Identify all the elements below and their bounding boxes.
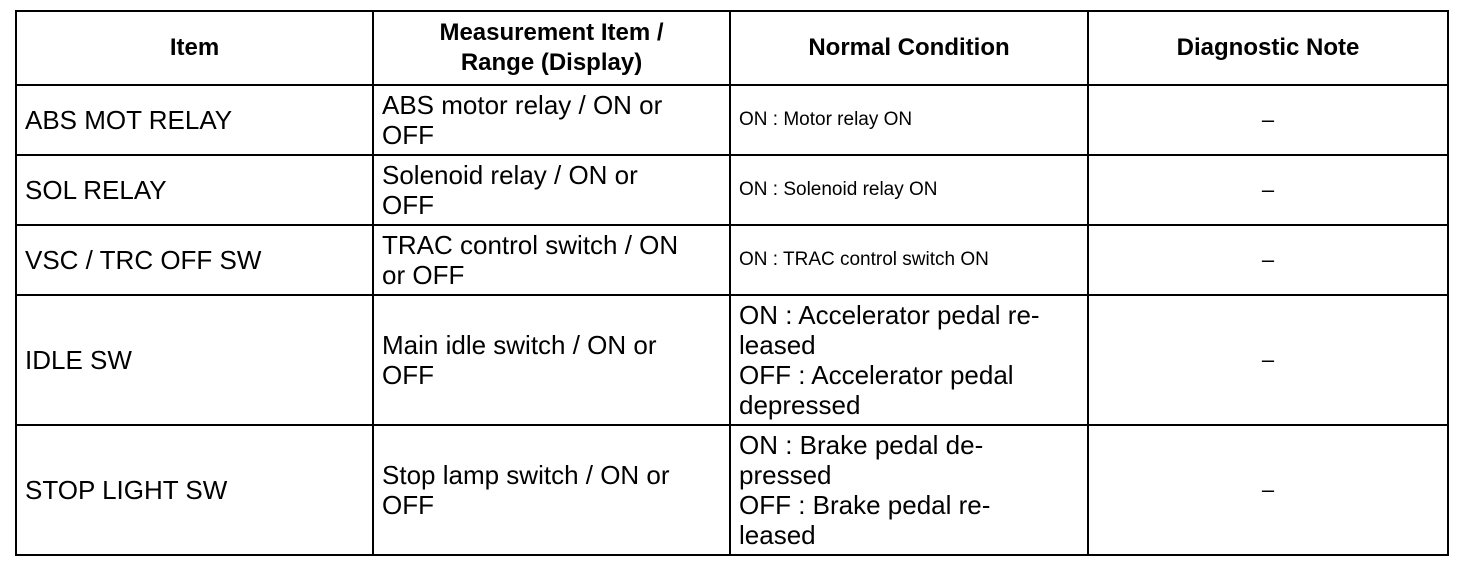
header-measurement-line1: Measurement Item / (439, 19, 664, 46)
measurement-cell: Solenoid relay / ON or OFF (373, 155, 730, 225)
header-measurement-line2: Range (Display) (460, 49, 643, 76)
item-cell: ABS MOT RELAY (16, 85, 373, 155)
measurement-cell: TRAC control switch / ON or OFF (373, 225, 730, 295)
diagnostic-note-cell: – (1088, 155, 1448, 225)
diagnostic-note-cell: – (1088, 295, 1448, 425)
diagnostic-table (15, 10, 1449, 556)
normal-condition-cell: ON : Solenoid relay ON (730, 155, 1088, 225)
item-cell: VSC / TRC OFF SW (16, 225, 373, 295)
item-cell: IDLE SW (16, 295, 373, 425)
diagnostic-note-cell: – (1088, 225, 1448, 295)
item-cell: STOP LIGHT SW (16, 425, 373, 555)
table-row (16, 155, 1448, 225)
normal-condition-cell: ON : TRAC control switch ON (730, 225, 1088, 295)
header-normal-condition: Normal Condition (730, 11, 1088, 85)
measurement-cell: Main idle switch / ON or OFF (373, 295, 730, 425)
header-measurement (373, 11, 730, 85)
diagnostic-note-cell: – (1088, 85, 1448, 155)
normal-condition-cell: ON : Brake pedal de- pressed OFF : Brake pedal re- leased (730, 425, 1088, 555)
diagnostic-note-cell: – (1088, 425, 1448, 555)
header-row (16, 11, 1448, 85)
header-item: Item (16, 11, 373, 85)
table-row (16, 295, 1448, 425)
normal-condition-cell: ON : Accelerator pedal re- leased OFF : Accelerator pedal depressed (730, 295, 1088, 425)
table-row (16, 425, 1448, 555)
table-row (16, 225, 1448, 295)
item-cell: SOL RELAY (16, 155, 373, 225)
header-diagnostic-note: Diagnostic Note (1088, 11, 1448, 85)
measurement-cell: Stop lamp switch / ON or OFF (373, 425, 730, 555)
table-row (16, 85, 1448, 155)
normal-condition-cell: ON : Motor relay ON (730, 85, 1088, 155)
measurement-cell: ABS motor relay / ON or OFF (373, 85, 730, 155)
